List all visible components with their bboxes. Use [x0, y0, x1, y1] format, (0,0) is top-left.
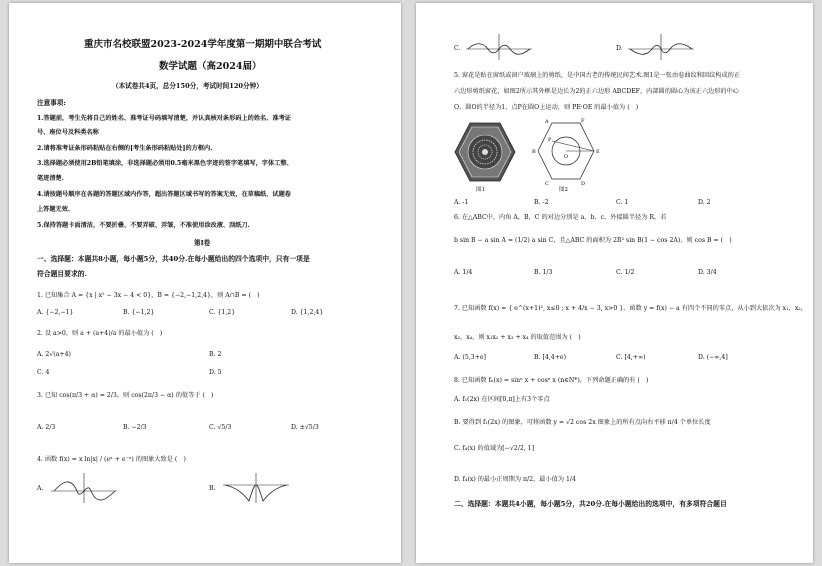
q4-graph-b [221, 471, 291, 505]
paper-cut-figure [454, 121, 516, 185]
q4-graph-c [464, 33, 534, 61]
notice-line: 2.请将准考证条形码粘贴在右侧的[考生条形码粘贴处]的方框内. [37, 145, 213, 152]
q5-option-a: A. -1 [454, 199, 469, 206]
figure-1-label: 图1 [476, 187, 485, 193]
q4-graph-a [49, 471, 119, 505]
q3-option-c: C. √5/3 [209, 424, 232, 431]
notice-line: 号、座位号及科类名称 [37, 129, 99, 136]
hex-label-p: P [548, 137, 552, 143]
hex-label-a: A [545, 119, 549, 125]
q8-option-d: D. f₄(x) 的最小正周期为 π/2，最小值为 1/4 [454, 476, 576, 483]
q4-graph-d [626, 33, 696, 61]
hexagon-figure [528, 117, 604, 187]
exam-title: 重庆市名校联盟2023-2024学年度第一期期中联合考试 [84, 39, 322, 50]
q1-option-b: B. {−1,2} [123, 309, 155, 316]
part-label: 第Ⅰ卷 [194, 239, 211, 247]
question-1-stem: 1. 已知集合 A = {x | x² − 3x − 4 < 0}，B = {−2,−1,2,4}，则 A∩B = ( ) [37, 292, 260, 299]
hex-label-d: D [581, 181, 586, 187]
q4-option-d: D. [616, 45, 623, 52]
exam-page-right [416, 3, 813, 563]
figure-2-label: 图2 [559, 187, 568, 193]
q1-option-c: C. {1,2} [209, 309, 236, 316]
question-2-stem: 2. 设 a>0，则 a + (a+4)/a 的最小值为 ( ) [37, 330, 163, 337]
hex-label-o: O [564, 154, 569, 160]
question-6-line: 6. 在△ABC中，内角 A，B，C 的对边分别是 a，b，c，外接圆半径为 R，若 [454, 214, 667, 221]
exam-note: （本试卷共4页，总分150分，考试时间120分钟） [112, 82, 263, 90]
q1-option-d: D. {1,2,4} [291, 309, 324, 316]
question-6-line: b sin B − a sin A = (1/2) a sin C，且△ABC 的面积为 2R² sin B(1 − cos 2A)，则 cos B = ( ) [454, 237, 732, 244]
question-4-stem: 4. 函数 f(x) = x ln|x| / (eˣ + e⁻ˣ) 的图象大致是 ( ) [37, 456, 186, 463]
hex-label-b: B [532, 149, 536, 155]
hex-label-c: C [545, 181, 549, 187]
q7-option-b: B. [4,4+e) [534, 354, 566, 361]
question-7-stem-cont: x₃，x₄，则 x₁x₂ + x₃ + x₄ 的取值范围为 ( ) [454, 334, 581, 341]
q5-option-c: C. 1 [616, 199, 629, 206]
q6-option-b: B. 1/3 [534, 269, 553, 276]
q4-option-a: A. [37, 485, 44, 492]
q7-option-d: D. (−∞,4] [698, 354, 728, 361]
q2-option-b: B. 2 [209, 351, 222, 358]
notice-line: 4.请按题号顺序在各题的答题区域内作答，超出答题区域书写的答案无效，在草稿纸、试题卷 [37, 191, 291, 198]
q2-option-a: A. 2√(a+4) [37, 351, 71, 358]
q5-option-b: B. -2 [534, 199, 549, 206]
exam-subtitle: 数学试题（高2024届） [159, 61, 262, 72]
q6-option-c: C. 1/2 [616, 269, 635, 276]
hex-label-f: F [581, 118, 585, 124]
notice-line: 1.答题前，考生先将自己的姓名、准考证号码填写清楚，并认真核对条形码上的姓名、准考证 [37, 115, 291, 122]
q3-option-a: A. 2/3 [37, 424, 56, 431]
q3-option-d: D. ±√5/3 [291, 424, 319, 431]
q4-option-b: B. [209, 485, 216, 492]
question-5-line: O，圆O的半径为1，点P在圆O上运动，则 PE·OE 的最小值为 ( ) [454, 104, 639, 111]
section-heading: 一、选择题：本题共8小题，每小题5分，共40分.在每小题给出的四个选项中，只有一项是 [37, 255, 310, 263]
notice-line: 3.选择题必须使用2B铅笔填涂，非选择题必须用0.5毫米黑色字迹的签字笔填写，字体工整、 [37, 160, 293, 167]
question-3-stem: 3. 已知 cos(π/3 + α) = 2/3，则 cos(2π/3 − α) 的值等于 ( ) [37, 392, 214, 399]
question-5-line: 5. 窗花是贴在窗纸或窗户玻璃上的剪纸，是中国古老的传统民间艺术.图1是一张由卷曲纹和回纹构成的正 [454, 72, 741, 79]
exam-page-left [9, 3, 401, 563]
question-8-stem: 8. 已知函数 fₙ(x) = sinⁿ x + cosⁿ x (n∈N*)，下列命题正确的有 ( ) [454, 377, 649, 384]
q5-option-d: D. 2 [698, 199, 711, 206]
notice-line: 笔迹清楚. [37, 175, 64, 182]
section-heading-cont: 符合题目要求的. [37, 270, 87, 278]
q6-option-a: A. 1/4 [454, 269, 473, 276]
section-heading-2: 二、选择题：本题共4小题，每小题5分，共20分.在每小题给出的选项中，有多项符合题目 [454, 500, 727, 508]
q4-option-c: C. [454, 45, 461, 52]
q8-option-c: C. f₄(x) 的值域为[−√2/2, 1] [454, 445, 535, 452]
q3-option-b: B. −2/3 [123, 424, 147, 431]
q7-option-a: A. (5,3+e] [454, 354, 486, 361]
q2-option-d: D. 5 [209, 369, 222, 376]
q8-option-b: B. 要得到 f₁(2x) 的图象，可将函数 y = √2 cos 2x 图象上的所有点向右平移 π/4 个单位长度 [454, 419, 711, 426]
notice-line: 上答题无效. [37, 206, 71, 213]
notice-heading: 注意事项: [37, 99, 66, 107]
notice-line: 5.保持答题卡面清洁，不要折叠、不要弄破、弄皱，不准使用涂改液、刮纸刀. [37, 222, 250, 229]
q7-option-c: C. [4,+∞) [616, 354, 646, 361]
q8-option-a: A. f₁(2x) 在区间[0,π]上有3个零点 [454, 396, 550, 403]
q1-option-a: A. {−2,−1} [37, 309, 74, 316]
question-5-line: 六边形剪纸窗花，如图2所示其外框是边长为2的正六边形 ABCDEF，内部圆的圆心为该正六边形的中心 [454, 88, 739, 95]
question-7-stem: 7. 已知函数 f(x) = { e^(x+1)², x≤0 ; x + 4/x − 3, x>0 }，函数 y = f(x) − a 有四个不同的零点，从小到大依次为 x₁，x₂， [454, 305, 807, 312]
q2-option-c: C. 4 [37, 369, 50, 376]
hex-label-e: E [596, 149, 600, 155]
q6-option-d: D. 3/4 [698, 269, 717, 276]
